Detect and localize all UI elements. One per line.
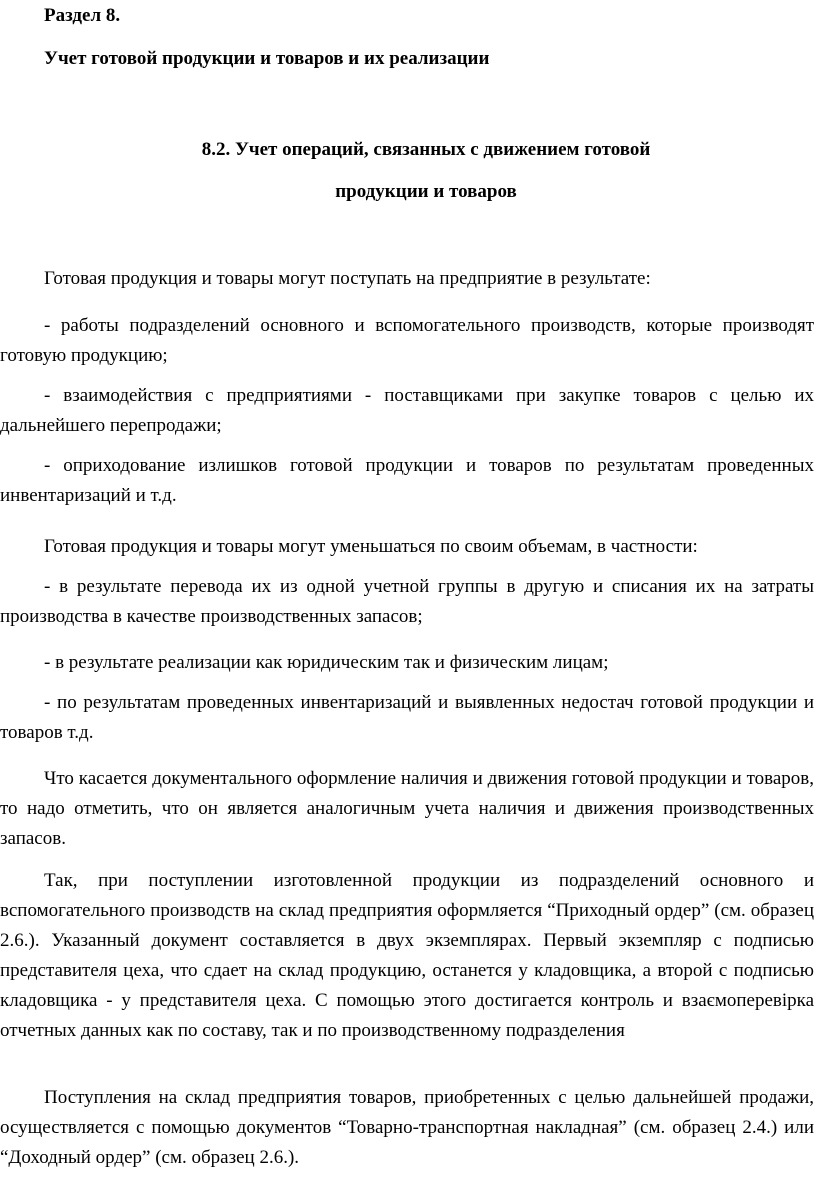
paragraph-receipt-item-production: - работы подразделений основного и вспомогательного производств, которые производят готовую продукцию; (0, 315, 814, 366)
paragraph-intro-receipt: Готовая продукция и товары могут поступать на предприятие в результате: (44, 268, 651, 289)
paragraph-decrease-item-sale: - в результате реализации как юридическим так и физическим лицам; (44, 652, 609, 673)
section-label: Раздел 8. (44, 5, 121, 26)
paragraph-receipt-item-surplus: - оприходование излишков готовой продукции и товаров по результатам проведенных инвентаризаций и т.д. (0, 455, 814, 506)
subsection-title-line-1: 8.2. Учет операций, связанных с движением готовой (201, 139, 651, 160)
paragraph-receipt-item-suppliers: - взаимодействия с предприятиями - поставщиками при закупке товаров с целью их дальнейшего перепродажи; (0, 385, 814, 436)
paragraph-decrease-item-shortage: - по результатам проведенных инвентаризаций и выявленных недостач готовой продукции и товаров т.д. (0, 692, 814, 743)
paragraph-decrease-item-transfer: - в результате перевода их из одной учетной группы в другую и списания их на затраты производства в качестве производственных запасов; (0, 576, 814, 627)
subsection-title-line-2: продукции и товаров (335, 181, 517, 202)
paragraph-documentation: Что касается документального оформление наличия и движения готовой продукции и товаров, то надо отметить, что он является аналогичным учета наличия и движения производственных запасов. (0, 768, 814, 849)
paragraph-receipt-order: Так, при поступлении изготовленной продукции из подразделений основного и вспомогательного производств на склад предприятия оформляется “Приходный ордер” (см. образец 2.6.). Указанный документ составляется в двух экземплярах. Первый экземпляр с подписью представителя цеха, что сдает на склад продукцию, останется у кладовщика, а второй с подписью кладовщика - у представителя цеха. С помощью этого достигается контроль и взаємоперевірка отчетных данных как по составу, так и по производственному подразделения (0, 870, 814, 1041)
paragraph-goods-receipt: Поступления на склад предприятия товаров, приобретенных с целью дальнейшей продажи, осуществляется с помощью документов “Товарно-транспортная накладная” (см. образец 2.4.) или “Доходный ордер” (см. образец 2.6.). (0, 1087, 814, 1168)
paragraph-intro-decrease: Готовая продукция и товары могут уменьшаться по своим объемам, в частности: (44, 536, 698, 557)
section-title: Учет готовой продукции и товаров и их реализации (44, 48, 490, 69)
